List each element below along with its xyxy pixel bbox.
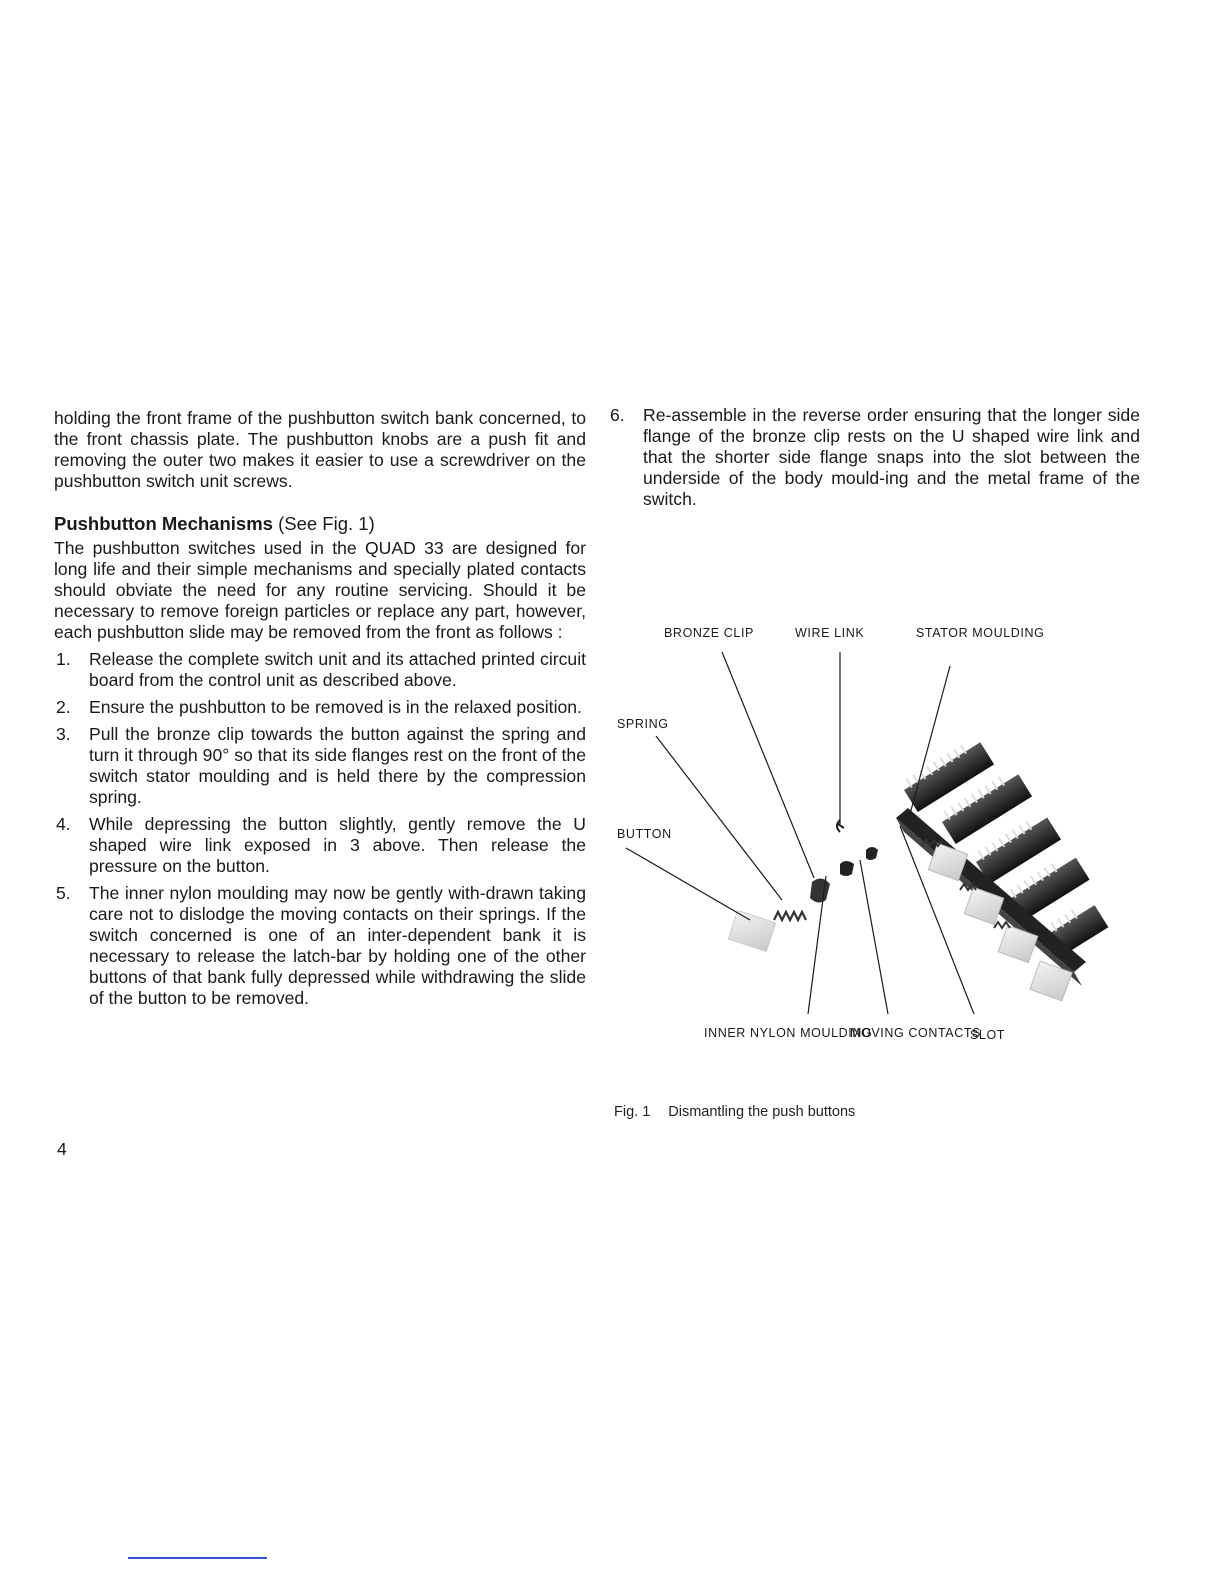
label-spring: SPRING: [617, 717, 669, 731]
step-item: [54, 814, 586, 877]
step-text: Pull the bronze clip towards the button against the spring and turn it through 90° so that its side flanges rest on the front of the switch stator moulding and is held there by the compression spring.: [89, 724, 586, 807]
step-text: Release the complete switch unit and its attached printed circuit board from the control unit as described above.: [89, 649, 586, 690]
step-text: The inner nylon moulding may now be gently with-drawn taking care not to dislodge the moving contacts on their springs. If the switch concerned is one of an inter-dependent bank it is necessary to release the latch-bar by holding one of the other buttons of that bank fully depressed while withdrawing the slide of the button to be removed.: [89, 883, 586, 1008]
right-column: [608, 405, 1140, 516]
figure-caption-label: Fig. 1: [614, 1104, 651, 1120]
step-number: 5.: [56, 883, 71, 903]
figure-1: [604, 600, 1164, 1140]
step-text: Ensure the pushbutton to be removed is in the relaxed position.: [89, 697, 582, 717]
label-stator-moulding: STATOR MOULDING: [916, 626, 1045, 640]
footnote-rule: [128, 1557, 267, 1559]
step-item: [54, 883, 586, 1009]
section-heading-title: Pushbutton Mechanisms: [54, 513, 273, 534]
label-inner-nylon-moulding: INNER NYLON MOULDING: [704, 1026, 873, 1040]
section-heading: [54, 512, 586, 536]
step-item: [54, 724, 586, 808]
step-number: 6.: [610, 405, 625, 425]
page-number: 4: [57, 1139, 67, 1159]
label-moving-contacts: MOVING CONTACTS: [850, 1026, 981, 1040]
step-text: Re-assemble in the reverse order ensuring that the longer side flange of the bronze clip rests on the U shaped wire link and that the shorter side flange snaps into the slot between the underside of the body mould-ing and the metal frame of the switch.: [643, 405, 1140, 509]
step-number: 2.: [56, 697, 71, 717]
section-intro-paragraph: The pushbutton switches used in the QUAD 33 are designed for long life and their simple mechanisms and specially plated contacts should obviate the need for any routine servicing. Should it be necessary to remove foreign particles or replace any part, however, each pushbutton slide may be removed from the front as follows :: [54, 538, 586, 642]
steps-list-continued: [608, 405, 1140, 510]
step-number: 1.: [56, 649, 71, 669]
figure-caption: [614, 1104, 855, 1120]
exploded-parts: [728, 820, 878, 951]
switch-bank: [896, 736, 1108, 1001]
label-slot: SLOT: [970, 1028, 1006, 1042]
section-heading-figure-ref: (See Fig. 1): [278, 513, 375, 534]
figure-caption-text: Dismantling the push buttons: [668, 1104, 856, 1120]
step-number: 4.: [56, 814, 71, 834]
left-column: [54, 408, 586, 1015]
steps-list: [54, 649, 586, 1009]
label-bronze-clip: BRONZE CLIP: [664, 626, 754, 640]
step-text: While depressing the button slightly, gently remove the U shaped wire link exposed in 3 above. Then release the pressure on the button.: [89, 814, 586, 876]
intro-continuation-paragraph: holding the front frame of the pushbutton switch bank concerned, to the front chassis plate. The pushbutton knobs are a push fit and removing the outer two makes it easier to use a screwdriver on the pushbutton switch unit screws.: [54, 408, 586, 491]
step-item: [54, 649, 586, 691]
step-item: [54, 697, 586, 718]
step-number: 3.: [56, 724, 71, 744]
step-item: [608, 405, 1140, 510]
label-button: BUTTON: [617, 827, 672, 841]
label-wire-link: WIRE LINK: [795, 626, 865, 640]
